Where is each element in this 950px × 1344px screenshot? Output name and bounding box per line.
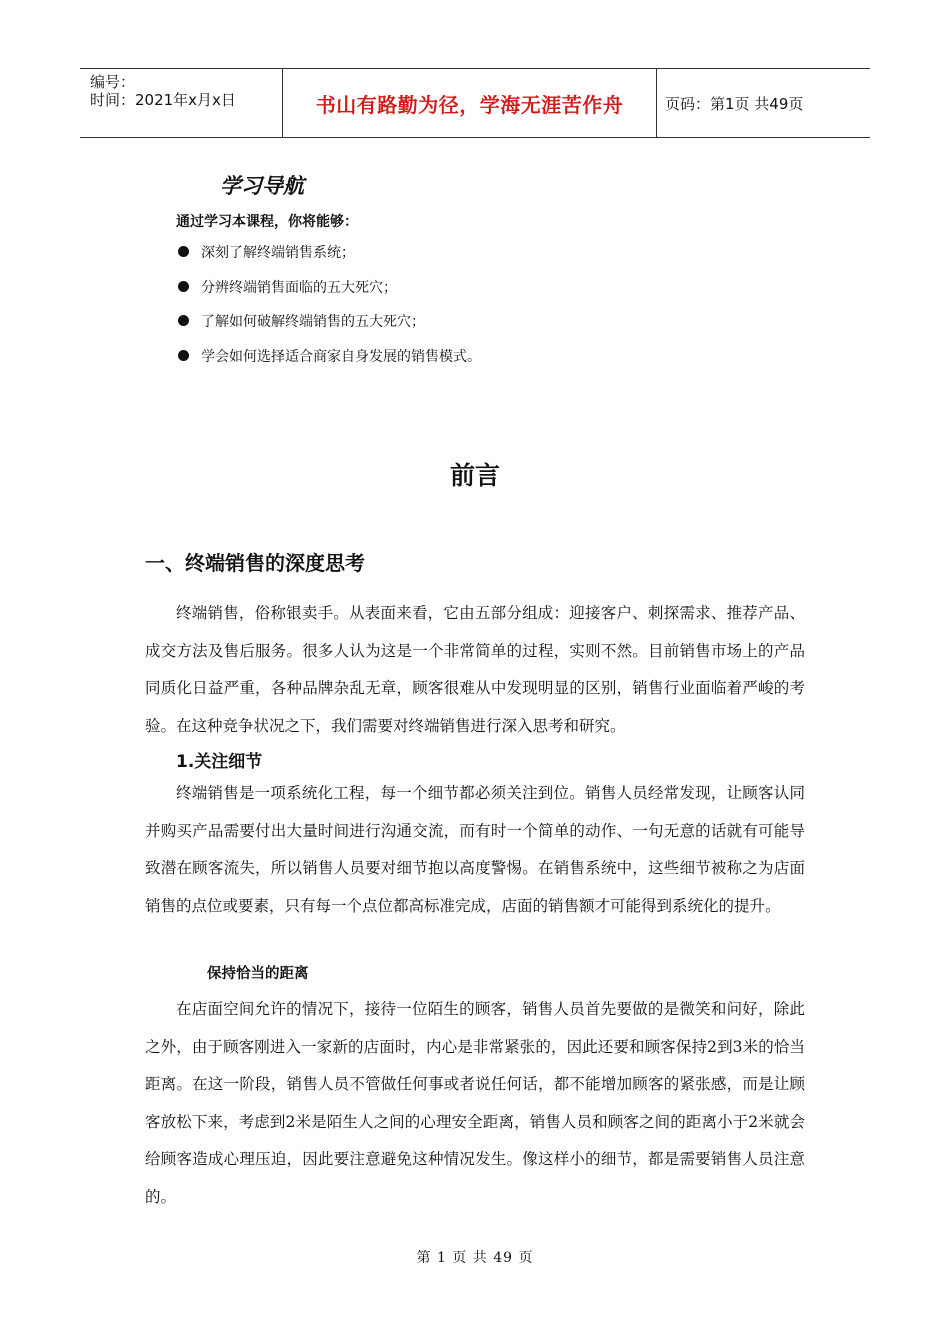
subsubsection-title: 保持恰当的距离: [207, 966, 309, 982]
list-item: [176, 277, 481, 312]
paragraph-intro: 终端销售，俗称银卖手。从表面来看，它由五部分组成：迎接客户、刺探需求、推荐产品、成交方法及售后服务。很多人认为这是一个非常简单的过程，实则不然。目前销售市场上的产品同质化日益严重，各种品牌杂乱无章，顾客很难从中发现明显的区别，销售行业面临着严峻的考验。在这种竞争状况之下，我们需要对终端销售进行深入思考和研究。: [145, 604, 805, 735]
header-number: 编号：: [90, 73, 136, 91]
bullet-icon: [178, 315, 189, 326]
section-title: 一、终端销售的深度思考: [145, 551, 365, 575]
paragraph-distance: 在店面空间允许的情况下，接待一位陌生的顾客，销售人员首先要做的是微笑和问好，除此之外，由于顾客刚进入一家新的店面时，内心是非常紧张的，因此还要和顾客保持2到3米的恰当距离。在这一阶段，销售人员不管做任何事或者说任何话，都不能增加顾客的紧张感，而是让顾客放松下来，考虑到2米是陌生人之间的心理安全距离，销售人员和顾客之间的距离小于2米就会给顾客造成心理压迫，因此要注意避免这种情况发生。像这样小的细节，都是需要销售人员注意的。: [145, 1000, 805, 1206]
header-motto: 书山有路勤为径，学海无涯苦作舟: [315, 92, 624, 117]
list-item: [176, 311, 481, 346]
learning-goals-list: [176, 242, 481, 380]
list-item-text: 学会如何选择适合商家自身发展的销售模式。: [201, 348, 481, 365]
list-item-text: 了解如何破解终端销售的五大死穴；: [201, 314, 425, 330]
bullet-icon: [178, 350, 189, 361]
header-motto-cell: [282, 69, 657, 137]
header-meta: [80, 69, 282, 137]
subsection-title: 1.关注细节: [176, 752, 263, 772]
header-page-info: 页码：第1页 共49页: [665, 94, 804, 113]
list-item: [176, 242, 481, 277]
bullet-icon: [178, 281, 189, 292]
list-item-text: 深刻了解终端销售系统；: [201, 245, 355, 261]
page-header: [80, 68, 870, 138]
preface-title: 前言: [449, 461, 500, 490]
header-time: 时间：2021年x月x日: [90, 91, 236, 109]
paragraph-details: 终端销售是一项系统化工程，每一个细节都必须关注到位。销售人员经常发现，让顾客认同并购买产品需要付出大量时间进行沟通交流，而有时一个简单的动作、一句无意的话就有可能导致潜在顾客流失，所以销售人员要对细节抱以高度警惕。在销售系统中，这些细节被称之为店面销售的点位或要素，只有每一个点位都高标准完成，店面的销售额才可能得到系统化的提升。: [145, 784, 805, 915]
learning-nav-intro: 通过学习本课程，你将能够：: [176, 214, 358, 230]
page-footer: 第 1 页 共 49 页: [416, 1250, 534, 1266]
list-item: [176, 346, 481, 381]
bullet-icon: [178, 246, 189, 257]
list-item-text: 分辨终端销售面临的五大死穴；: [201, 279, 397, 296]
learning-nav-title: 学习导航: [220, 174, 304, 198]
